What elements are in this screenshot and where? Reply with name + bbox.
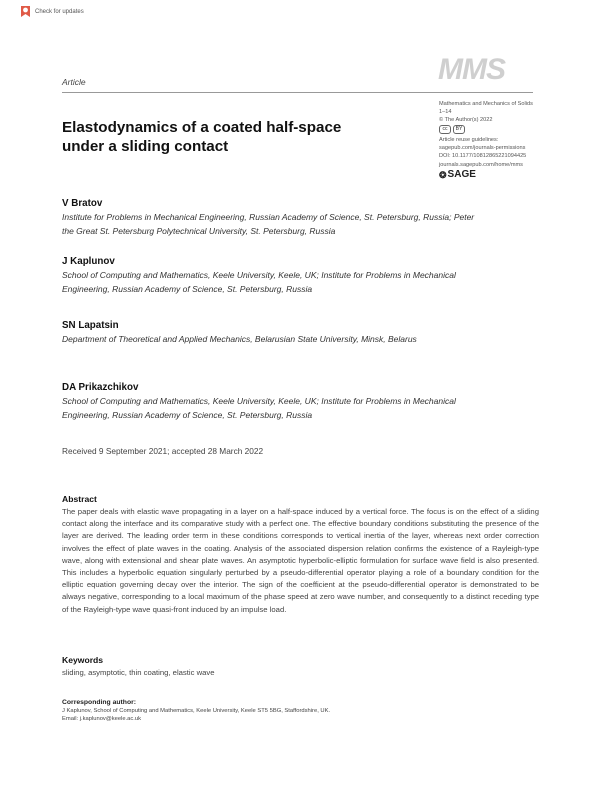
- author-affiliation: Institute for Problems in Mechanical Engineering, Russian Academy of Science, St. Petersburg, Russia; Peter the Great St. Petersburg Polytechnical University, St. Petersburg, Russia: [62, 212, 475, 236]
- permissions-link[interactable]: sagepub.com/journals-permissions: [439, 145, 526, 152]
- abstract-heading: Abstract: [62, 494, 97, 504]
- abstract-section: [62, 493, 539, 616]
- publisher-name: SAGE: [447, 168, 476, 180]
- author-name: J Kaplunov: [62, 256, 115, 267]
- corresponding-author-email[interactable]: Email: j.kaplunov@keele.ac.uk: [62, 716, 142, 723]
- crossmark-icon: [20, 5, 31, 18]
- cc-by-icon: BY: [453, 125, 465, 134]
- check-for-updates-button[interactable]: [20, 5, 84, 18]
- corresponding-author-section: [62, 698, 539, 724]
- sage-icon: ❂: [439, 169, 447, 180]
- doi[interactable]: DOI: 10.1177/10812865221094425: [439, 153, 527, 160]
- author-name: SN Lapatsin: [62, 320, 119, 331]
- keywords-heading: Keywords: [62, 655, 104, 665]
- author-affiliation: School of Computing and Mathematics, Keele University, Keele, UK; Institute for Problems in Mechanical Engineering, Russian Academy of Science, St. Petersburg, Russia: [62, 270, 456, 294]
- header-divider: [62, 92, 533, 93]
- article-type-label: Article: [62, 77, 86, 87]
- journal-info-block: [439, 100, 549, 179]
- corresponding-author-address: J Kaplunov, School of Computing and Mathematics, Keele University, Keele ST5 5BG, Staffordshire, UK.: [62, 708, 331, 714]
- corresponding-author-heading: Corresponding author:: [62, 699, 137, 706]
- page-range: 1–14: [439, 109, 452, 116]
- keywords-section: [62, 654, 539, 679]
- author-entry: [62, 255, 482, 297]
- author-affiliation: Department of Theoretical and Applied Mechanics, Belarusian State University, Minsk, Belarus: [62, 334, 417, 344]
- author-affiliation: School of Computing and Mathematics, Keele University, Keele, UK; Institute for Problems in Mechanical Engineering, Russian Academy of Science, St. Petersburg, Russia: [62, 396, 456, 420]
- keywords-text: sliding, asymptotic, thin coating, elastic wave: [62, 668, 215, 677]
- paper-title: Elastodynamics of a coated half-space under a sliding contact: [62, 119, 342, 155]
- cc-icon: cc: [439, 125, 451, 134]
- author-entry: [62, 197, 482, 239]
- journal-name: Mathematics and Mechanics of Solids: [439, 101, 533, 107]
- publisher-logo: [439, 168, 549, 180]
- abstract-text: The paper deals with elastic wave propagating in a layer on a half-space induced by a vertical force. The focus is on the effect of a sliding contact along the interface and its comparative study with a perfect one. The effective boundary conditions substituting the presence of the layer are derived. The leading order term in these conditions corresponds to vertical inertia of the layer, whereas next order correction involves the effect of plate waves in the coating. Analysis of the associated dispersion relation confirms the existence of a Rayleigh-type wave, along with extensional and shear plate waves. An asymptotic hyperbolic-elliptic formulation for surface wave field is also presented. This includes a hyperbolic equation singularly perturbed by a pseudo-differential operator playing a role of a boundary condition for the elliptic equation governing decay over the interior. The sign of the coefficient at the pseudo-differential operator is demonstrated to be always negative, corresponding to a local maximum of the phase speed at zero wave number, and consequently to a distinct receding type of the Rayleigh-type wave quasi-front induced by an impulse load.: [62, 507, 539, 614]
- journal-home-link[interactable]: journals.sagepub.com/home/mms: [439, 161, 523, 168]
- author-entry: [62, 319, 482, 347]
- author-name: DA Prikazchikov: [62, 382, 139, 393]
- check-updates-label: Check for updates: [35, 8, 84, 15]
- journal-logo: MMS: [438, 53, 505, 86]
- copyright: © The Author(s) 2022: [439, 117, 493, 124]
- reuse-guidelines-label: Article reuse guidelines:: [439, 137, 499, 144]
- author-entry: [62, 381, 482, 423]
- cc-license-badges: [439, 125, 549, 134]
- received-dates: Received 9 September 2021; accepted 28 March 2022: [62, 446, 264, 456]
- author-name: V Bratov: [62, 198, 103, 209]
